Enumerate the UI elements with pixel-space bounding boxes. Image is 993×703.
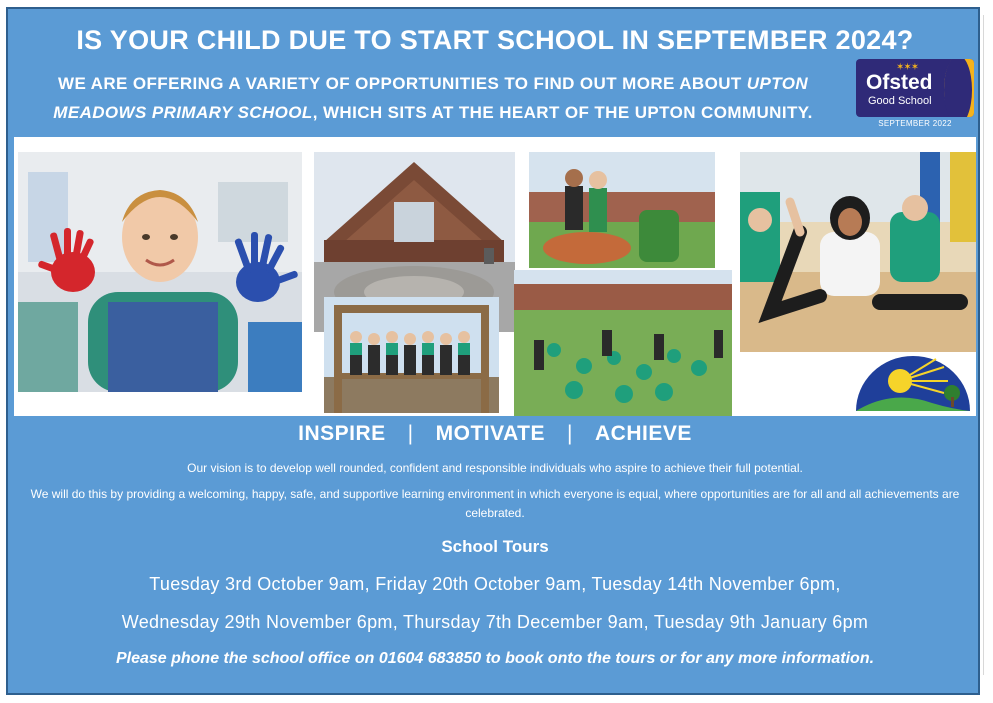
school-name: UPTON MEADOWS PRIMARY SCHOOL (53, 74, 808, 122)
photo-children-play-equipment (529, 152, 715, 268)
tour-dates-line-1: Tuesday 3rd October 9am, Friday 20th October 9am, Tuesday 14th November 6pm, (149, 574, 841, 594)
photo-girl-yoga (740, 152, 976, 352)
photo-collage (14, 137, 976, 416)
tours-title: School Tours (441, 537, 549, 556)
value-inspire: INSPIRE (298, 422, 386, 445)
value-achieve: ACHIEVE (595, 422, 692, 445)
tour-dates-line-2: Wednesday 29th November 6pm, Thursday 7th December 9am, Tuesday 9th January 6pm (121, 612, 869, 632)
ofsted-badge (856, 59, 974, 117)
values-separator: | (567, 422, 573, 445)
school-values (8, 422, 982, 446)
intro-part-2: , WHICH SITS AT THE HEART OF THE UPTON COMMUNITY. (312, 103, 813, 122)
photo-children-on-field (514, 270, 732, 416)
vision-statement: Our vision is to develop well rounded, confident and responsible individuals who aspire to achieve their full potential. (187, 461, 803, 475)
intro-text (18, 69, 848, 127)
photo-climbing-frame (324, 297, 499, 413)
value-motivate: MOTIVATE (435, 422, 546, 445)
contact-info: Please phone the school office on 01604 683850 to book onto the tours or for any more information. (115, 650, 875, 667)
ofsted-grade: Good School (868, 95, 932, 107)
school-emblem-icon (852, 353, 974, 413)
values-separator: | (407, 422, 414, 445)
ofsted-name: Ofsted (866, 71, 933, 94)
school-flyer (6, 7, 980, 695)
mission-statement: We will do this by providing a welcoming, happy, safe, and supportive learning environment in which everyone is equal, where opportunities are for all and all achievements are celebrated. (30, 487, 960, 520)
ofsted-date: SEPTEMBER 2022 (878, 119, 952, 128)
headline: IS YOUR CHILD DUE TO START SCHOOL IN SEPTEMBER 2024? (76, 25, 914, 55)
intro-part-1: WE ARE OFFERING A VARIETY OF OPPORTUNITIES TO FIND OUT MORE ABOUT (58, 74, 747, 93)
ofsted-logo (856, 59, 974, 129)
photo-child-painted-hands (18, 152, 302, 392)
page-edge (983, 15, 989, 675)
stars-icon: ✶✶✶ (896, 62, 919, 73)
